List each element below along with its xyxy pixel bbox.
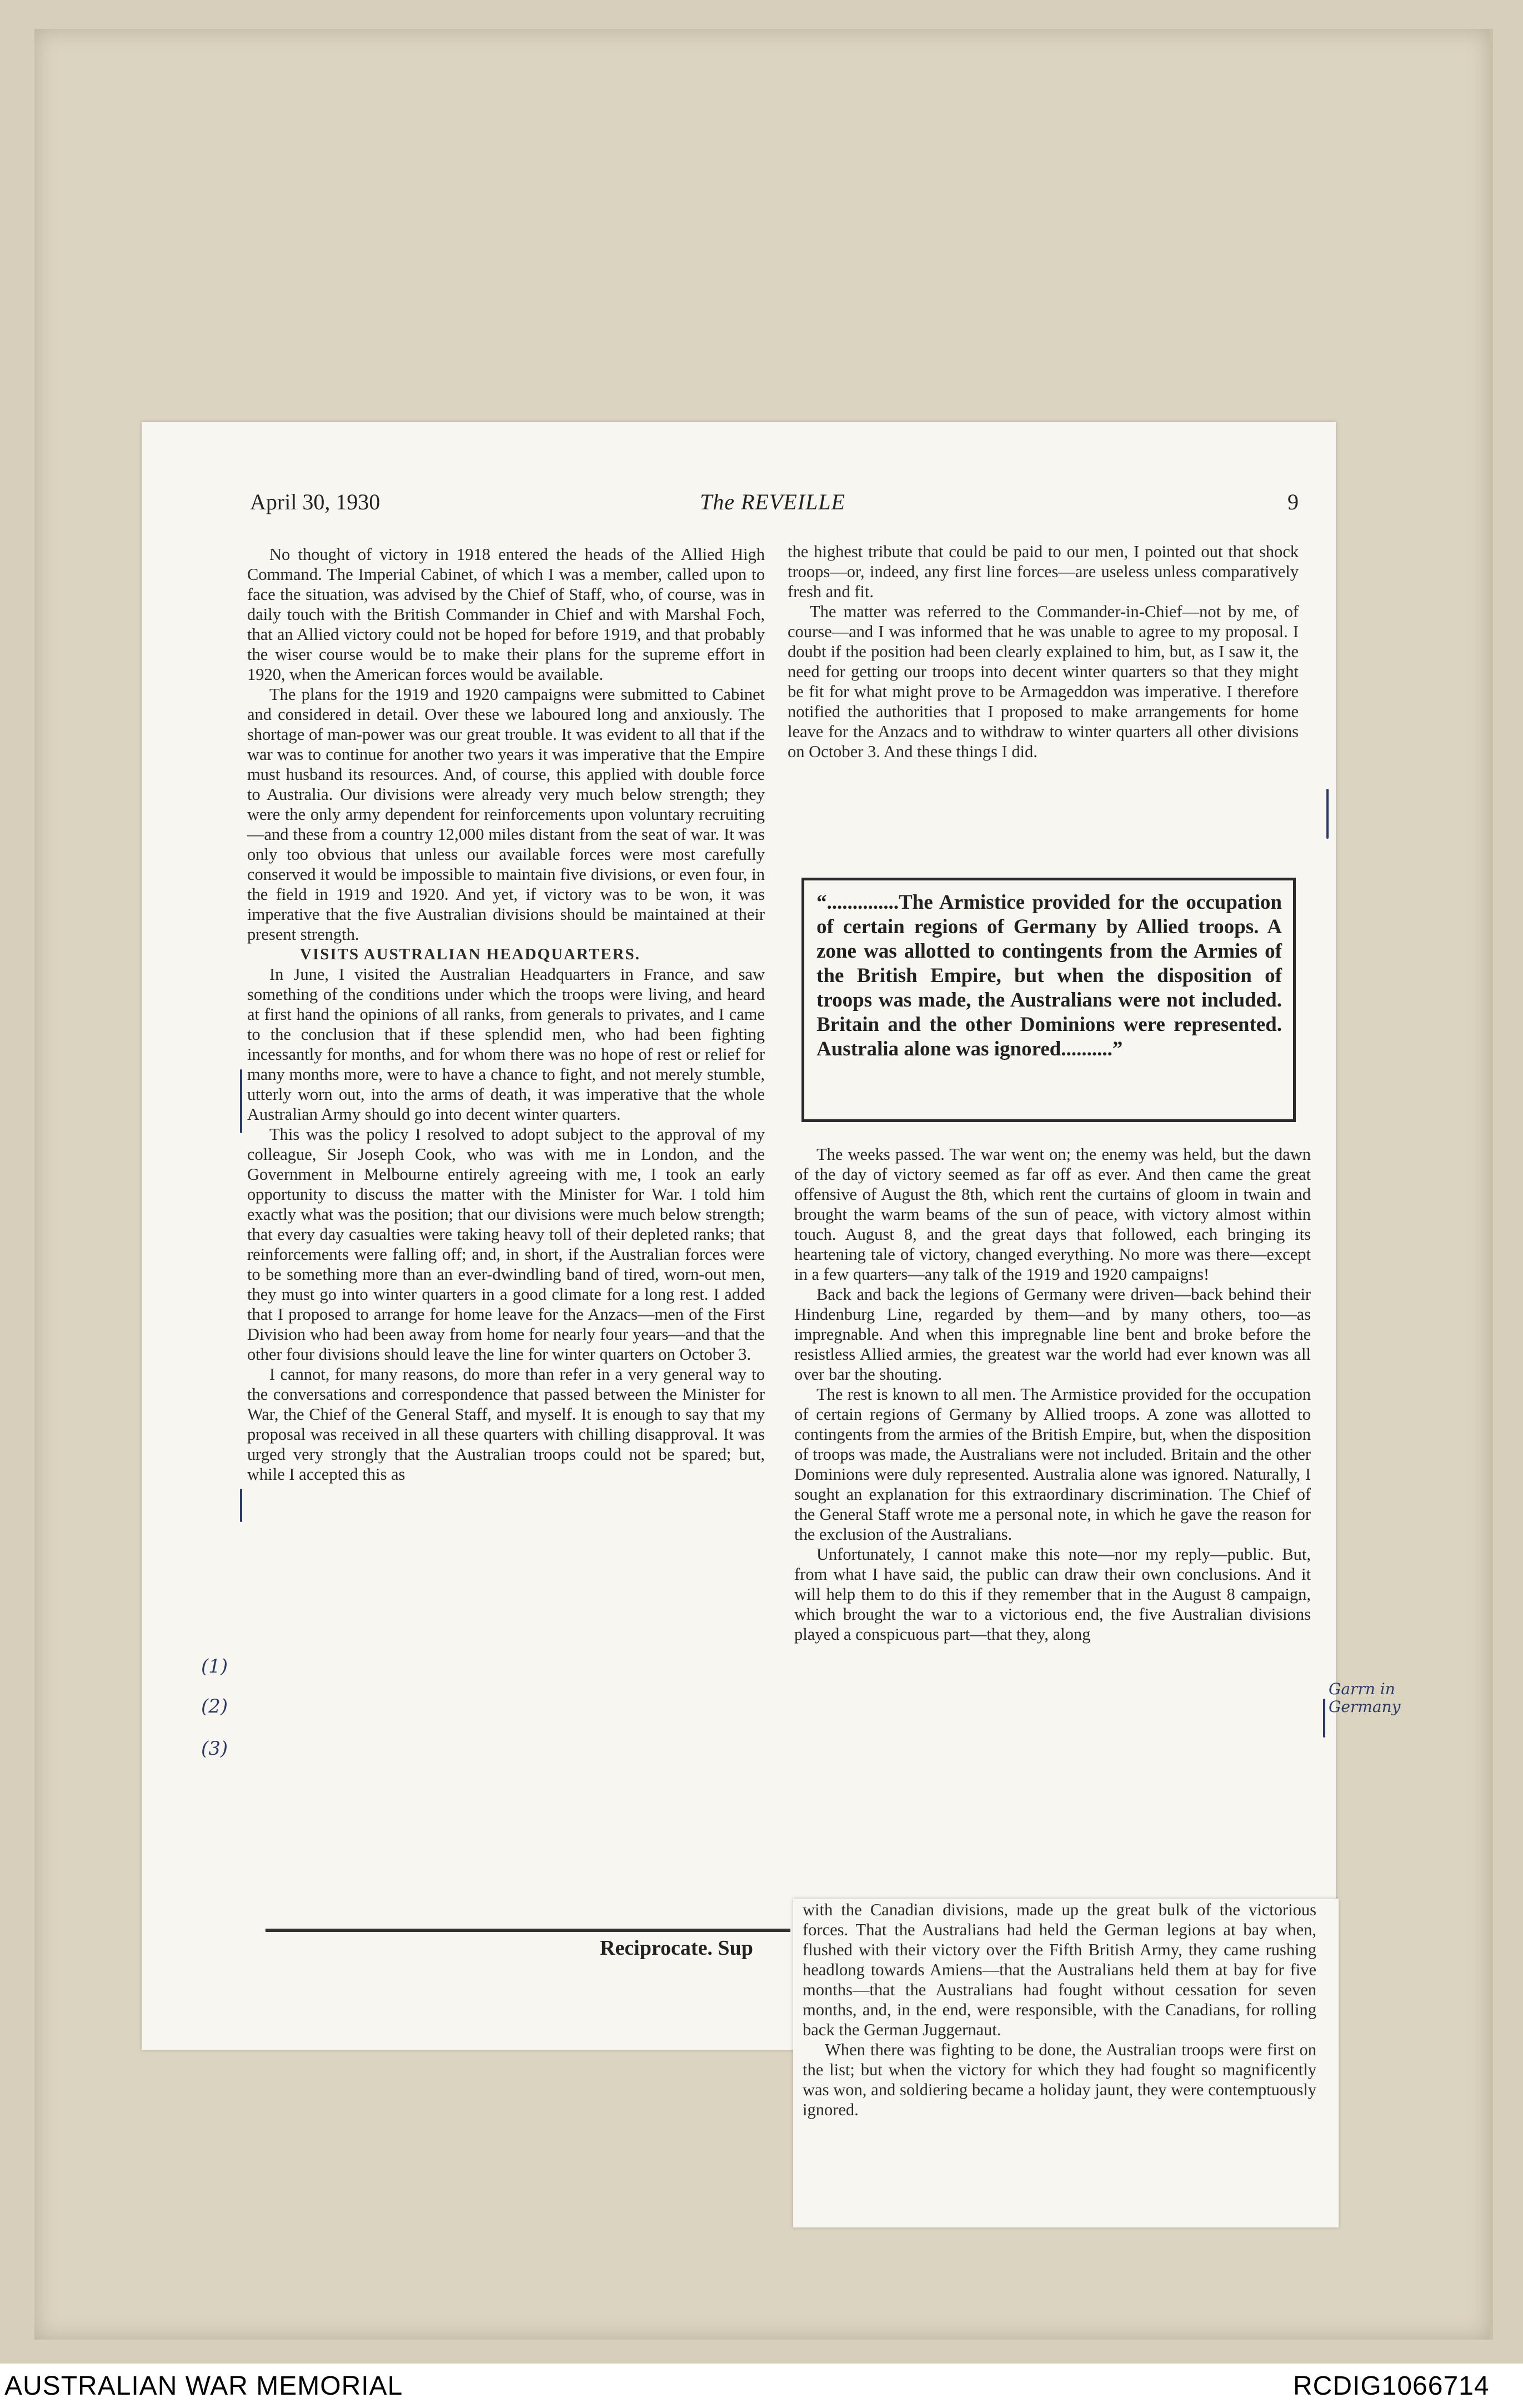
issue-date: April 30, 1930 [250, 489, 380, 514]
archive-id: RCDIG1066714 [1293, 2371, 1490, 2401]
cut-off-footline: Reciprocate. Sup [600, 1936, 753, 1960]
paragraph: The weeks passed. The war went on; the enemy was held, but the dawn of the day of victory seemed as far off as ever. And then came the great offensive of August the 8th, which rent the curtains of gloom in twain and brought the warm beams of the sun of peace, with victory almost within touch. August 8, and the great days that followed, each bringing its heartening tale of victory, changed everything. No more was there—except in a few quarters—any talk of the 1919 and 1920 campaigns! [794, 1145, 1311, 1284]
paragraph: The plans for the 1919 and 1920 campaigns were submitted to Cabinet and considered in detail. Over these we laboured long and anxiously. The shortage of man-power was our great trouble. It was evident to all that if the war was to continue for another two years it was imperative that the Empire must husband its resources. And, of course, this applied with double force to Australia. Our divisions were already very much below strength; they were the only army dependent for reinforcements upon voluntary recruiting—and these from a country 12,000 miles distant from the seat of war. It was only too obvious that unless our available forces were most carefully conserved it would be impossible to maintain five divisions, or even four, in the field in 1919 and 1920. And yet, if victory was to be won, it was imperative that the five Australian divisions should be maintained at their present strength. [247, 685, 765, 944]
paragraph: In June, I visited the Australian Headquarters in France, and saw something of the conditions under which the troops were living, and heard at first hand the opinions of all ranks, from generals to privates, and I came to the conclusion that if these splendid men, who had been fighting incessantly for months, and for whom there was no hope of rest or relief for many months more, were to have a chance to fight, and not merely stumble, utterly worn out, into the arms of death, it was imperative that the whole Australian Army should go into decent winter quarters. [247, 965, 765, 1124]
pull-quote: “..............The Armistice provided for the occupation of certain regions of Germany by Allied troops. A zone was allotted to contingents from the Armies of the British Empire, but when the disposition of troops was made, the Australians were not included. Britain and the other Dominions were represented. Australia alone was ignored..........” [801, 878, 1296, 1122]
paragraph: The rest is known to all men. The Armistice provided for the occupation of certain regions of Germany by Allied troops. A zone was allotted to contingents from the armies of the British Empire, but, when the disposition of troops was made, the Australians were not included. Britain and the other Dominions were duly represented. Australia alone was ignored. Naturally, I sought an explanation for this extraordinary discrimination. The Chief of the General Staff wrote me a personal note, in which he gave the reason for the exclusion of the Australians. [794, 1385, 1311, 1544]
margin-bracket [1326, 789, 1329, 839]
article-left-column [247, 544, 765, 1484]
handwritten-note-2: (2) [201, 1695, 228, 1718]
margin-bracket [240, 1069, 242, 1133]
paragraph: This was the policy I resolved to adopt subject to the approval of my colleague, Sir Joseph Cook, who was with me in London, and the Government in Melbourne entirely agreeing with me, I took an early opportunity to discuss the matter with the Minister for War. I told him exactly what was the position; that our divisions were much below strength; that every day casualties were taking heavy toll of their depleted ranks; that reinforcements were falling off; and, in short, if the Australian forces were to be something more than an ever-dwindling band of tired, worn-out men, they must go into winter quarters in a good climate for a long rest. I added that I proposed to arrange for home leave for the Anzacs—men of the First Division who had been away from home for nearly four years—and that the other four divisions should leave the line for winter quarters on October 3. [247, 1125, 765, 1364]
paragraph: the highest tribute that could be paid to our men, I pointed out that shock troops—or, indeed, any first line forces—are useless unless comparatively fresh and fit. [788, 542, 1299, 601]
margin-bracket [240, 1489, 242, 1522]
article-right-column-bottom [803, 1900, 1316, 2120]
paragraph: When there was fighting to be done, the Australian troops were first on the list; but when the victory for which they had fought so magnificently was won, and soldiering became a holiday jaunt, they were contemptuously ignored. [803, 2040, 1316, 2119]
paragraph: The matter was referred to the Commander-in-Chief—not by me, of course—and I was informed that he was unable to agree to my proposal. I doubt if the position had been clearly explained to him, but, as I saw it, the need for getting our troops into decent winter quarters so that they might be fit for what might prove to be Armageddon was imperative. I therefore notified the authorities that I proposed to make arrangements for home leave for the Anzacs and to withdraw to winter quarters all other divisions on October 3. And these things I did. [788, 602, 1299, 761]
paragraph: with the Canadian divisions, made up the great bulk of the victorious forces. That the Australians had held the German legions at bay when, flushed with their victory over the Fifth British Army, they came rushing headlong towards Amiens—that the Australians held them at bay for five months—that the Australians had fought without cessation for seven months, and, in the end, were responsible, with the Canadians, for rolling back the German Juggernaut. [803, 1900, 1316, 2039]
paragraph: I cannot, for many reasons, do more than refer in a very general way to the conversations and correspondence that passed between the Minister for War, the Chief of the General Staff, and myself. It is enough to say that my proposal was received in all these quarters with chilling disapproval. It was urged very strongly that the Australian troops could not be spared; but, while I accepted this as [247, 1365, 765, 1484]
page-number: 9 [1287, 489, 1299, 514]
article-right-column-top [788, 542, 1299, 762]
handwritten-note-1: (1) [201, 1655, 228, 1678]
margin-bracket [1323, 1699, 1325, 1738]
archive-credit: AUSTRALIAN WAR MEMORIAL [4, 2371, 403, 2401]
section-subheading: VISITS AUSTRALIAN HEADQUARTERS. [300, 945, 640, 963]
article-right-column-middle [794, 1144, 1311, 1644]
handwritten-note-3: (3) [201, 1738, 228, 1760]
handwritten-margin-note: Garrn in Germany [1329, 1680, 1401, 1716]
paragraph: No thought of victory in 1918 entered the heads of the Allied High Command. The Imperial Cabinet, of which I was a member, called upon to face the situation, was advised by the Chief of Staff, who, of course, was in daily touch with the British Commander in Chief and with Marshal Foch, that an Allied victory could not be hoped for before 1919, and that probably the wiser course would be to make their plans for the supreme effort in 1920, when the American forces would be available. [247, 545, 765, 684]
column-rule [265, 1929, 790, 1932]
paragraph: Back and back the legions of Germany were driven—back behind their Hindenburg Line, regarded by them—and by many others, too—as impregnable. And when this impregnable line bent and broke before the resistless Allied armies, the greatest war the world had ever known was all over bar the shouting. [794, 1285, 1311, 1384]
paragraph: Unfortunately, I cannot make this note—nor my reply—public. But, from what I have said, the public can draw their own conclusions. And it will help them to do this if they remember that in the August 8 campaign, which brought the war to a victorious end, the five Australian divisions played a conspicuous part—that they, along [794, 1545, 1311, 1644]
publication-title: The REVEILLE [700, 489, 845, 514]
